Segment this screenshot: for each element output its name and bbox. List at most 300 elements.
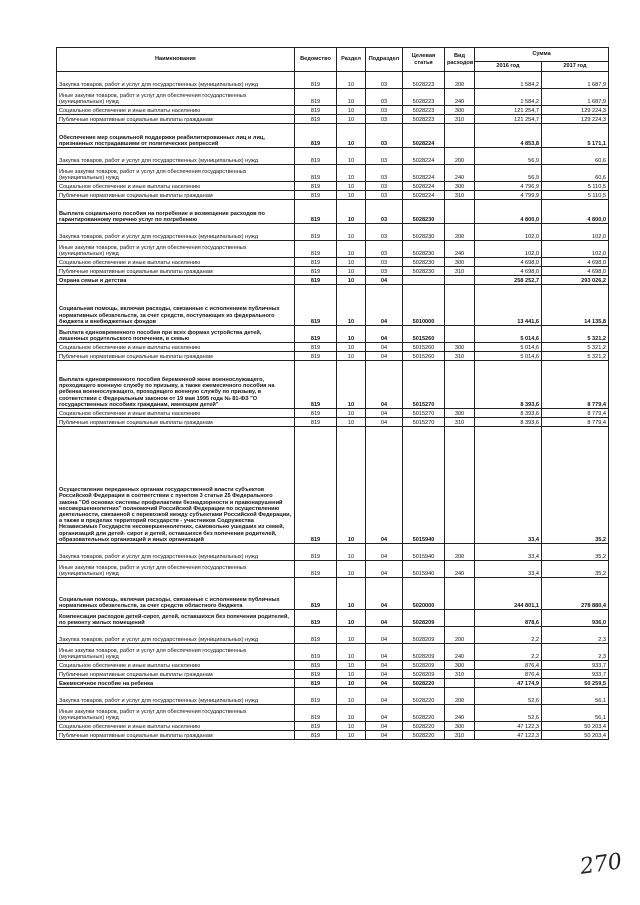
sum-2017-cell: 35,2	[542, 561, 609, 578]
vid-raskhodov-cell: 310	[445, 418, 475, 427]
sum-2016-cell: 4 698,0	[475, 267, 542, 276]
vid-raskhodov-cell: 310	[445, 731, 475, 740]
vedomstvo-cell: 819	[295, 258, 337, 267]
tselevaya-statya-cell: 5015270	[403, 361, 445, 409]
tselevaya-statya-cell: 5010000	[403, 285, 445, 326]
header-podrazdel: Подраздел	[366, 48, 403, 72]
tselevaya-statya-cell: 5015260	[403, 343, 445, 352]
row-name-cell: Социальное обеспечение и иные выплаты населению	[57, 343, 295, 352]
sum-2017-cell: 278 880,4	[542, 578, 609, 610]
header-vedomstvo: Ведомство	[295, 48, 337, 72]
tselevaya-statya-cell: 5028230	[403, 241, 445, 258]
sum-2017-cell: 60,6	[542, 148, 609, 165]
tselevaya-statya-cell: 5015940	[403, 427, 445, 544]
row-name-cell: Публичные нормативные социальные выплаты гражданам	[57, 191, 295, 200]
tselevaya-statya-cell: 5028220	[403, 679, 445, 688]
podrazdel-cell: 04	[366, 670, 403, 679]
table-row	[57, 241, 609, 258]
vedomstvo-cell: 819	[295, 241, 337, 258]
row-name-cell: Иные закупки товаров, работ и услуг для обеспечения государственных (муниципальных) нужд	[57, 241, 295, 258]
sum-2017-cell: 4 800,0	[542, 200, 609, 224]
vedomstvo-cell: 819	[295, 627, 337, 644]
sum-2017-cell: 14 135,8	[542, 285, 609, 326]
vedomstvo-cell: 819	[295, 418, 337, 427]
sum-2016-cell: 47 122,3	[475, 731, 542, 740]
table-row	[57, 182, 609, 191]
podrazdel-cell: 04	[366, 644, 403, 661]
row-name-cell: Социальное обеспечение и иные выплаты населению	[57, 661, 295, 670]
vedomstvo-cell: 819	[295, 285, 337, 326]
vid-raskhodov-cell: 240	[445, 165, 475, 182]
row-name-cell: Иные закупки товаров, работ и услуг для обеспечения государственных (муниципальных) нужд	[57, 705, 295, 722]
table-row	[57, 258, 609, 267]
sum-2016-cell: 2,2	[475, 644, 542, 661]
razdel-cell: 10	[337, 326, 366, 343]
vedomstvo-cell: 819	[295, 165, 337, 182]
razdel-cell: 10	[337, 200, 366, 224]
sum-2017-cell: 129 224,3	[542, 106, 609, 115]
podrazdel-cell: 04	[366, 409, 403, 418]
row-name-cell: Иные закупки товаров, работ и услуг для обеспечения государственных (муниципальных) нужд	[57, 561, 295, 578]
razdel-cell: 10	[337, 258, 366, 267]
header-tselevaya-statya: Целевая статья	[403, 48, 445, 72]
sum-2017-cell: 2,3	[542, 644, 609, 661]
razdel-cell: 10	[337, 343, 366, 352]
podrazdel-cell: 03	[366, 89, 403, 106]
vid-raskhodov-cell: 300	[445, 661, 475, 670]
sum-2017-cell: 936,0	[542, 610, 609, 627]
vedomstvo-cell: 819	[295, 106, 337, 115]
sum-2016-cell: 5 014,6	[475, 343, 542, 352]
sum-2017-cell: 50 203,4	[542, 722, 609, 731]
vid-raskhodov-cell: 310	[445, 191, 475, 200]
sum-2016-cell: 33,4	[475, 561, 542, 578]
tselevaya-statya-cell: 5015940	[403, 561, 445, 578]
tselevaya-statya-cell: 5028223	[403, 89, 445, 106]
sum-2016-cell: 52,6	[475, 688, 542, 705]
podrazdel-cell: 03	[366, 200, 403, 224]
tselevaya-statya-cell: 5028224	[403, 165, 445, 182]
sum-2017-cell: 933,7	[542, 661, 609, 670]
tselevaya-statya-cell: 5028224	[403, 182, 445, 191]
tselevaya-statya-cell: 5028209	[403, 670, 445, 679]
vid-raskhodov-cell: 310	[445, 352, 475, 361]
razdel-cell: 10	[337, 361, 366, 409]
tselevaya-statya-cell: 5015940	[403, 544, 445, 561]
podrazdel-cell: 03	[366, 124, 403, 148]
tselevaya-statya-cell: 5028223	[403, 115, 445, 124]
tselevaya-statya-cell: 5015260	[403, 326, 445, 343]
vedomstvo-cell: 819	[295, 544, 337, 561]
vedomstvo-cell: 819	[295, 670, 337, 679]
vedomstvo-cell: 819	[295, 688, 337, 705]
vedomstvo-cell: 819	[295, 610, 337, 627]
sum-2017-cell: 1 687,9	[542, 72, 609, 89]
podrazdel-cell: 04	[366, 722, 403, 731]
table-row	[57, 688, 609, 705]
podrazdel-cell: 04	[366, 661, 403, 670]
podrazdel-cell: 04	[366, 731, 403, 740]
tselevaya-statya-cell: 5015270	[403, 409, 445, 418]
sum-2017-cell: 35,2	[542, 427, 609, 544]
vid-raskhodov-cell	[445, 427, 475, 544]
row-name-cell: Выплата социального пособия на погребение и возмещение расходов по гарантированному перечню услуг по погребению	[57, 200, 295, 224]
table-row	[57, 285, 609, 326]
vid-raskhodov-cell: 300	[445, 258, 475, 267]
sum-2017-cell: 35,2	[542, 544, 609, 561]
vedomstvo-cell: 819	[295, 148, 337, 165]
razdel-cell: 10	[337, 182, 366, 191]
razdel-cell: 10	[337, 89, 366, 106]
tselevaya-statya-cell: 5028223	[403, 106, 445, 115]
sum-2016-cell: 4 796,9	[475, 182, 542, 191]
vid-raskhodov-cell: 300	[445, 343, 475, 352]
sum-2017-cell: 5 110,5	[542, 191, 609, 200]
row-name-cell: Социальное обеспечение и иные выплаты населению	[57, 182, 295, 191]
row-name-cell: Компенсация расходов детей-сирот, детей, оставшихся без попечения родителей, по ремонту жилых помещений	[57, 610, 295, 627]
sum-2017-cell: 60,6	[542, 165, 609, 182]
sum-2017-cell: 5 321,2	[542, 326, 609, 343]
razdel-cell: 10	[337, 276, 366, 285]
vid-raskhodov-cell: 240	[445, 89, 475, 106]
vid-raskhodov-cell	[445, 610, 475, 627]
podrazdel-cell: 04	[366, 326, 403, 343]
vid-raskhodov-cell: 300	[445, 722, 475, 731]
vid-raskhodov-cell	[445, 326, 475, 343]
table-row	[57, 106, 609, 115]
row-name-cell: Закупка товаров, работ и услуг для государственных (муниципальных) нужд	[57, 148, 295, 165]
podrazdel-cell: 03	[366, 106, 403, 115]
podrazdel-cell: 03	[366, 115, 403, 124]
razdel-cell: 10	[337, 267, 366, 276]
razdel-cell: 10	[337, 644, 366, 661]
table-row	[57, 89, 609, 106]
sum-2016-cell: 4 853,8	[475, 124, 542, 148]
podrazdel-cell: 04	[366, 276, 403, 285]
sum-2016-cell: 33,4	[475, 427, 542, 544]
vid-raskhodov-cell: 300	[445, 106, 475, 115]
row-name-cell: Иные закупки товаров, работ и услуг для обеспечения государственных (муниципальных) нужд	[57, 165, 295, 182]
podrazdel-cell: 03	[366, 148, 403, 165]
table-row	[57, 115, 609, 124]
sum-2016-cell: 47 122,3	[475, 722, 542, 731]
sum-2017-cell: 56,1	[542, 688, 609, 705]
row-name-cell: Выплата единовременного пособия беременной жене военнослужащего, проходящего военную службу по призыву, а также ежемесячного пособия на ребенка военнослужащего, проходящего военную службу по призыву, в соответствии с Федеральным законом от 19 мая 1995 года № 81-ФЗ "О государственных пособиях гражданам, имеющим детей"	[57, 361, 295, 409]
row-name-cell: Закупка товаров, работ и услуг для государственных (муниципальных) нужд	[57, 627, 295, 644]
tselevaya-statya-cell: 5028230	[403, 224, 445, 241]
tselevaya-statya-cell: 5015260	[403, 352, 445, 361]
vedomstvo-cell: 819	[295, 661, 337, 670]
row-name-cell: Закупка товаров, работ и услуг для государственных (муниципальных) нужд	[57, 544, 295, 561]
row-name-cell: Иные закупки товаров, работ и услуг для обеспечения государственных (муниципальных) нужд	[57, 89, 295, 106]
vedomstvo-cell: 819	[295, 352, 337, 361]
vid-raskhodov-cell: 200	[445, 72, 475, 89]
vedomstvo-cell: 819	[295, 200, 337, 224]
row-name-cell: Публичные нормативные социальные выплаты гражданам	[57, 731, 295, 740]
sum-2017-cell: 129 224,3	[542, 115, 609, 124]
razdel-cell: 10	[337, 544, 366, 561]
header-name: Наименование	[57, 48, 295, 72]
table-body	[57, 72, 609, 740]
podrazdel-cell: 03	[366, 182, 403, 191]
vid-raskhodov-cell: 200	[445, 224, 475, 241]
table-row	[57, 418, 609, 427]
vid-raskhodov-cell: 310	[445, 115, 475, 124]
vid-raskhodov-cell: 310	[445, 267, 475, 276]
table-row	[57, 361, 609, 409]
sum-2016-cell: 8 393,6	[475, 409, 542, 418]
table-row	[57, 72, 609, 89]
razdel-cell: 10	[337, 124, 366, 148]
podrazdel-cell: 04	[366, 705, 403, 722]
razdel-cell: 10	[337, 106, 366, 115]
table-row	[57, 627, 609, 644]
tselevaya-statya-cell: 5028220	[403, 688, 445, 705]
vedomstvo-cell: 819	[295, 267, 337, 276]
table-row	[57, 670, 609, 679]
sum-2016-cell: 5 014,6	[475, 326, 542, 343]
sum-2017-cell: 4 698,0	[542, 267, 609, 276]
sum-2017-cell: 293 026,2	[542, 276, 609, 285]
table-row	[57, 224, 609, 241]
vedomstvo-cell: 819	[295, 224, 337, 241]
vid-raskhodov-cell: 200	[445, 627, 475, 644]
header-vid-raskhodov: Вид расходов	[445, 48, 475, 72]
tselevaya-statya-cell	[403, 276, 445, 285]
sum-2016-cell: 56,9	[475, 148, 542, 165]
table-row	[57, 352, 609, 361]
sum-2016-cell: 13 441,6	[475, 285, 542, 326]
header-year-2017: 2017 год	[542, 62, 609, 72]
sum-2017-cell: 4 698,0	[542, 258, 609, 267]
row-name-cell: Ежемесячное пособие на ребенка	[57, 679, 295, 688]
row-name-cell: Социальная помощь, включая расходы, связанные с исполнением публичных нормативных обязательств, за счет средств, поступающих из федерального бюджета и внебюджетных фондов	[57, 285, 295, 326]
vedomstvo-cell: 819	[295, 191, 337, 200]
sum-2016-cell: 2,2	[475, 627, 542, 644]
sum-2016-cell: 8 393,6	[475, 361, 542, 409]
razdel-cell: 10	[337, 561, 366, 578]
sum-2017-cell: 8 779,4	[542, 409, 609, 418]
razdel-cell: 10	[337, 627, 366, 644]
vid-raskhodov-cell	[445, 200, 475, 224]
table-row	[57, 200, 609, 224]
vedomstvo-cell: 819	[295, 361, 337, 409]
header-summa: Сумма	[475, 48, 609, 62]
podrazdel-cell: 04	[366, 285, 403, 326]
sum-2017-cell: 102,0	[542, 241, 609, 258]
sum-2017-cell: 56,1	[542, 705, 609, 722]
page-number: 270	[578, 849, 624, 880]
table-row	[57, 124, 609, 148]
podrazdel-cell: 03	[366, 258, 403, 267]
razdel-cell: 10	[337, 705, 366, 722]
vedomstvo-cell: 819	[295, 679, 337, 688]
sum-2016-cell: 102,0	[475, 224, 542, 241]
sum-2016-cell: 1 584,2	[475, 89, 542, 106]
table-row	[57, 544, 609, 561]
razdel-cell: 10	[337, 722, 366, 731]
row-name-cell: Осуществление переданных органам государственной власти субъектов Российской Федерации в соответствии с пунктом 3 статьи 25 Федерального закона "Об основах системы профилактики безнадзорности и правонарушений несовершеннолетних" полномочий Российской Федерации по осуществлению деятельности, связанной с перевозкой между субъектами Российской Федерации, а также в пределах территорий государств - участников Содружества Независимых Государств несовершеннолетних, самовольно ушедших из семей, организаций для детей- сирот и детей, оставшихся без попечения родителей, образовательных организаций и иных организаций	[57, 427, 295, 544]
vid-raskhodov-cell	[445, 578, 475, 610]
table-row	[57, 326, 609, 343]
vedomstvo-cell: 819	[295, 72, 337, 89]
vedomstvo-cell: 819	[295, 124, 337, 148]
row-name-cell: Публичные нормативные социальные выплаты гражданам	[57, 670, 295, 679]
vid-raskhodov-cell	[445, 276, 475, 285]
sum-2016-cell: 1 584,2	[475, 72, 542, 89]
podrazdel-cell: 03	[366, 165, 403, 182]
sum-2016-cell: 33,4	[475, 544, 542, 561]
tselevaya-statya-cell: 5028220	[403, 705, 445, 722]
sum-2017-cell: 2,3	[542, 627, 609, 644]
row-name-cell: Социальное обеспечение и иные выплаты населению	[57, 258, 295, 267]
vedomstvo-cell: 819	[295, 644, 337, 661]
sum-2016-cell: 56,9	[475, 165, 542, 182]
vid-raskhodov-cell: 200	[445, 544, 475, 561]
tselevaya-statya-cell: 5028224	[403, 124, 445, 148]
table-row	[57, 343, 609, 352]
vid-raskhodov-cell: 240	[445, 644, 475, 661]
tselevaya-statya-cell: 5028224	[403, 191, 445, 200]
table-row	[57, 705, 609, 722]
sum-2016-cell: 876,4	[475, 670, 542, 679]
sum-2017-cell: 1 687,9	[542, 89, 609, 106]
razdel-cell: 10	[337, 352, 366, 361]
sum-2017-cell: 5 321,2	[542, 343, 609, 352]
sum-2016-cell: 5 014,6	[475, 352, 542, 361]
tselevaya-statya-cell: 5015270	[403, 418, 445, 427]
razdel-cell: 10	[337, 610, 366, 627]
vid-raskhodov-cell	[445, 124, 475, 148]
row-name-cell: Закупка товаров, работ и услуг для государственных (муниципальных) нужд	[57, 72, 295, 89]
row-name-cell: Социальная помощь, включая расходы, связанные с исполнением публичных нормативных обязательств, за счет средств областного бюджета	[57, 578, 295, 610]
podrazdel-cell: 03	[366, 191, 403, 200]
podrazdel-cell: 04	[366, 427, 403, 544]
table-row	[57, 644, 609, 661]
podrazdel-cell: 03	[366, 267, 403, 276]
vedomstvo-cell: 819	[295, 409, 337, 418]
razdel-cell: 10	[337, 191, 366, 200]
vid-raskhodov-cell: 300	[445, 409, 475, 418]
razdel-cell: 10	[337, 731, 366, 740]
podrazdel-cell: 03	[366, 224, 403, 241]
sum-2017-cell: 102,0	[542, 224, 609, 241]
vedomstvo-cell: 819	[295, 343, 337, 352]
table-row	[57, 165, 609, 182]
vedomstvo-cell: 819	[295, 731, 337, 740]
vid-raskhodov-cell	[445, 679, 475, 688]
podrazdel-cell: 04	[366, 627, 403, 644]
sum-2017-cell: 50 259,5	[542, 679, 609, 688]
row-name-cell: Социальное обеспечение и иные выплаты населению	[57, 409, 295, 418]
tselevaya-statya-cell: 5028224	[403, 148, 445, 165]
tselevaya-statya-cell: 5028220	[403, 722, 445, 731]
podrazdel-cell: 04	[366, 688, 403, 705]
podrazdel-cell: 04	[366, 679, 403, 688]
vid-raskhodov-cell: 240	[445, 561, 475, 578]
tselevaya-statya-cell: 5028209	[403, 644, 445, 661]
sum-2017-cell: 5 321,2	[542, 352, 609, 361]
row-name-cell: Закупка товаров, работ и услуг для государственных (муниципальных) нужд	[57, 224, 295, 241]
table-row	[57, 148, 609, 165]
sum-2016-cell: 258 252,7	[475, 276, 542, 285]
podrazdel-cell: 04	[366, 418, 403, 427]
table-row	[57, 409, 609, 418]
vid-raskhodov-cell	[445, 285, 475, 326]
vedomstvo-cell: 819	[295, 561, 337, 578]
razdel-cell: 10	[337, 241, 366, 258]
row-name-cell: Закупка товаров, работ и услуг для государственных (муниципальных) нужд	[57, 688, 295, 705]
podrazdel-cell: 04	[366, 561, 403, 578]
sum-2016-cell: 878,6	[475, 610, 542, 627]
vid-raskhodov-cell: 240	[445, 705, 475, 722]
table-row	[57, 578, 609, 610]
tselevaya-statya-cell: 5028209	[403, 627, 445, 644]
tselevaya-statya-cell: 5028209	[403, 610, 445, 627]
sum-2016-cell: 121 254,7	[475, 115, 542, 124]
sum-2016-cell: 102,0	[475, 241, 542, 258]
row-name-cell: Иные закупки товаров, работ и услуг для обеспечения государственных (муниципальных) нужд	[57, 644, 295, 661]
tselevaya-statya-cell: 5028223	[403, 72, 445, 89]
table-row	[57, 661, 609, 670]
table-row	[57, 679, 609, 688]
sum-2016-cell: 876,4	[475, 661, 542, 670]
sum-2016-cell: 47 174,9	[475, 679, 542, 688]
razdel-cell: 10	[337, 418, 366, 427]
podrazdel-cell: 04	[366, 343, 403, 352]
podrazdel-cell: 03	[366, 72, 403, 89]
vid-raskhodov-cell: 200	[445, 148, 475, 165]
razdel-cell: 10	[337, 409, 366, 418]
table-row	[57, 276, 609, 285]
razdel-cell: 10	[337, 285, 366, 326]
podrazdel-cell: 04	[366, 544, 403, 561]
razdel-cell: 10	[337, 224, 366, 241]
vedomstvo-cell: 819	[295, 276, 337, 285]
vedomstvo-cell: 819	[295, 115, 337, 124]
vedomstvo-cell: 819	[295, 427, 337, 544]
row-name-cell: Публичные нормативные социальные выплаты гражданам	[57, 267, 295, 276]
row-name-cell: Охрана семьи и детства	[57, 276, 295, 285]
podrazdel-cell: 04	[366, 352, 403, 361]
vid-raskhodov-cell: 200	[445, 688, 475, 705]
vid-raskhodov-cell: 310	[445, 670, 475, 679]
header-year-2016: 2016 год	[475, 62, 542, 72]
tselevaya-statya-cell: 5020000	[403, 578, 445, 610]
sum-2017-cell: 933,7	[542, 670, 609, 679]
sum-2016-cell: 121 254,7	[475, 106, 542, 115]
razdel-cell: 10	[337, 670, 366, 679]
razdel-cell: 10	[337, 578, 366, 610]
razdel-cell: 10	[337, 679, 366, 688]
sum-2016-cell: 4 698,0	[475, 258, 542, 267]
sum-2017-cell: 8 779,4	[542, 418, 609, 427]
razdel-cell: 10	[337, 72, 366, 89]
razdel-cell: 10	[337, 661, 366, 670]
table-row	[57, 731, 609, 740]
razdel-cell: 10	[337, 688, 366, 705]
razdel-cell: 10	[337, 427, 366, 544]
vedomstvo-cell: 819	[295, 89, 337, 106]
sum-2017-cell: 50 203,4	[542, 731, 609, 740]
table-row	[57, 191, 609, 200]
podrazdel-cell: 04	[366, 578, 403, 610]
vedomstvo-cell: 819	[295, 578, 337, 610]
sum-2017-cell: 5 171,1	[542, 124, 609, 148]
podrazdel-cell: 04	[366, 610, 403, 627]
sum-2016-cell: 52,6	[475, 705, 542, 722]
sum-2017-cell: 8 779,4	[542, 361, 609, 409]
